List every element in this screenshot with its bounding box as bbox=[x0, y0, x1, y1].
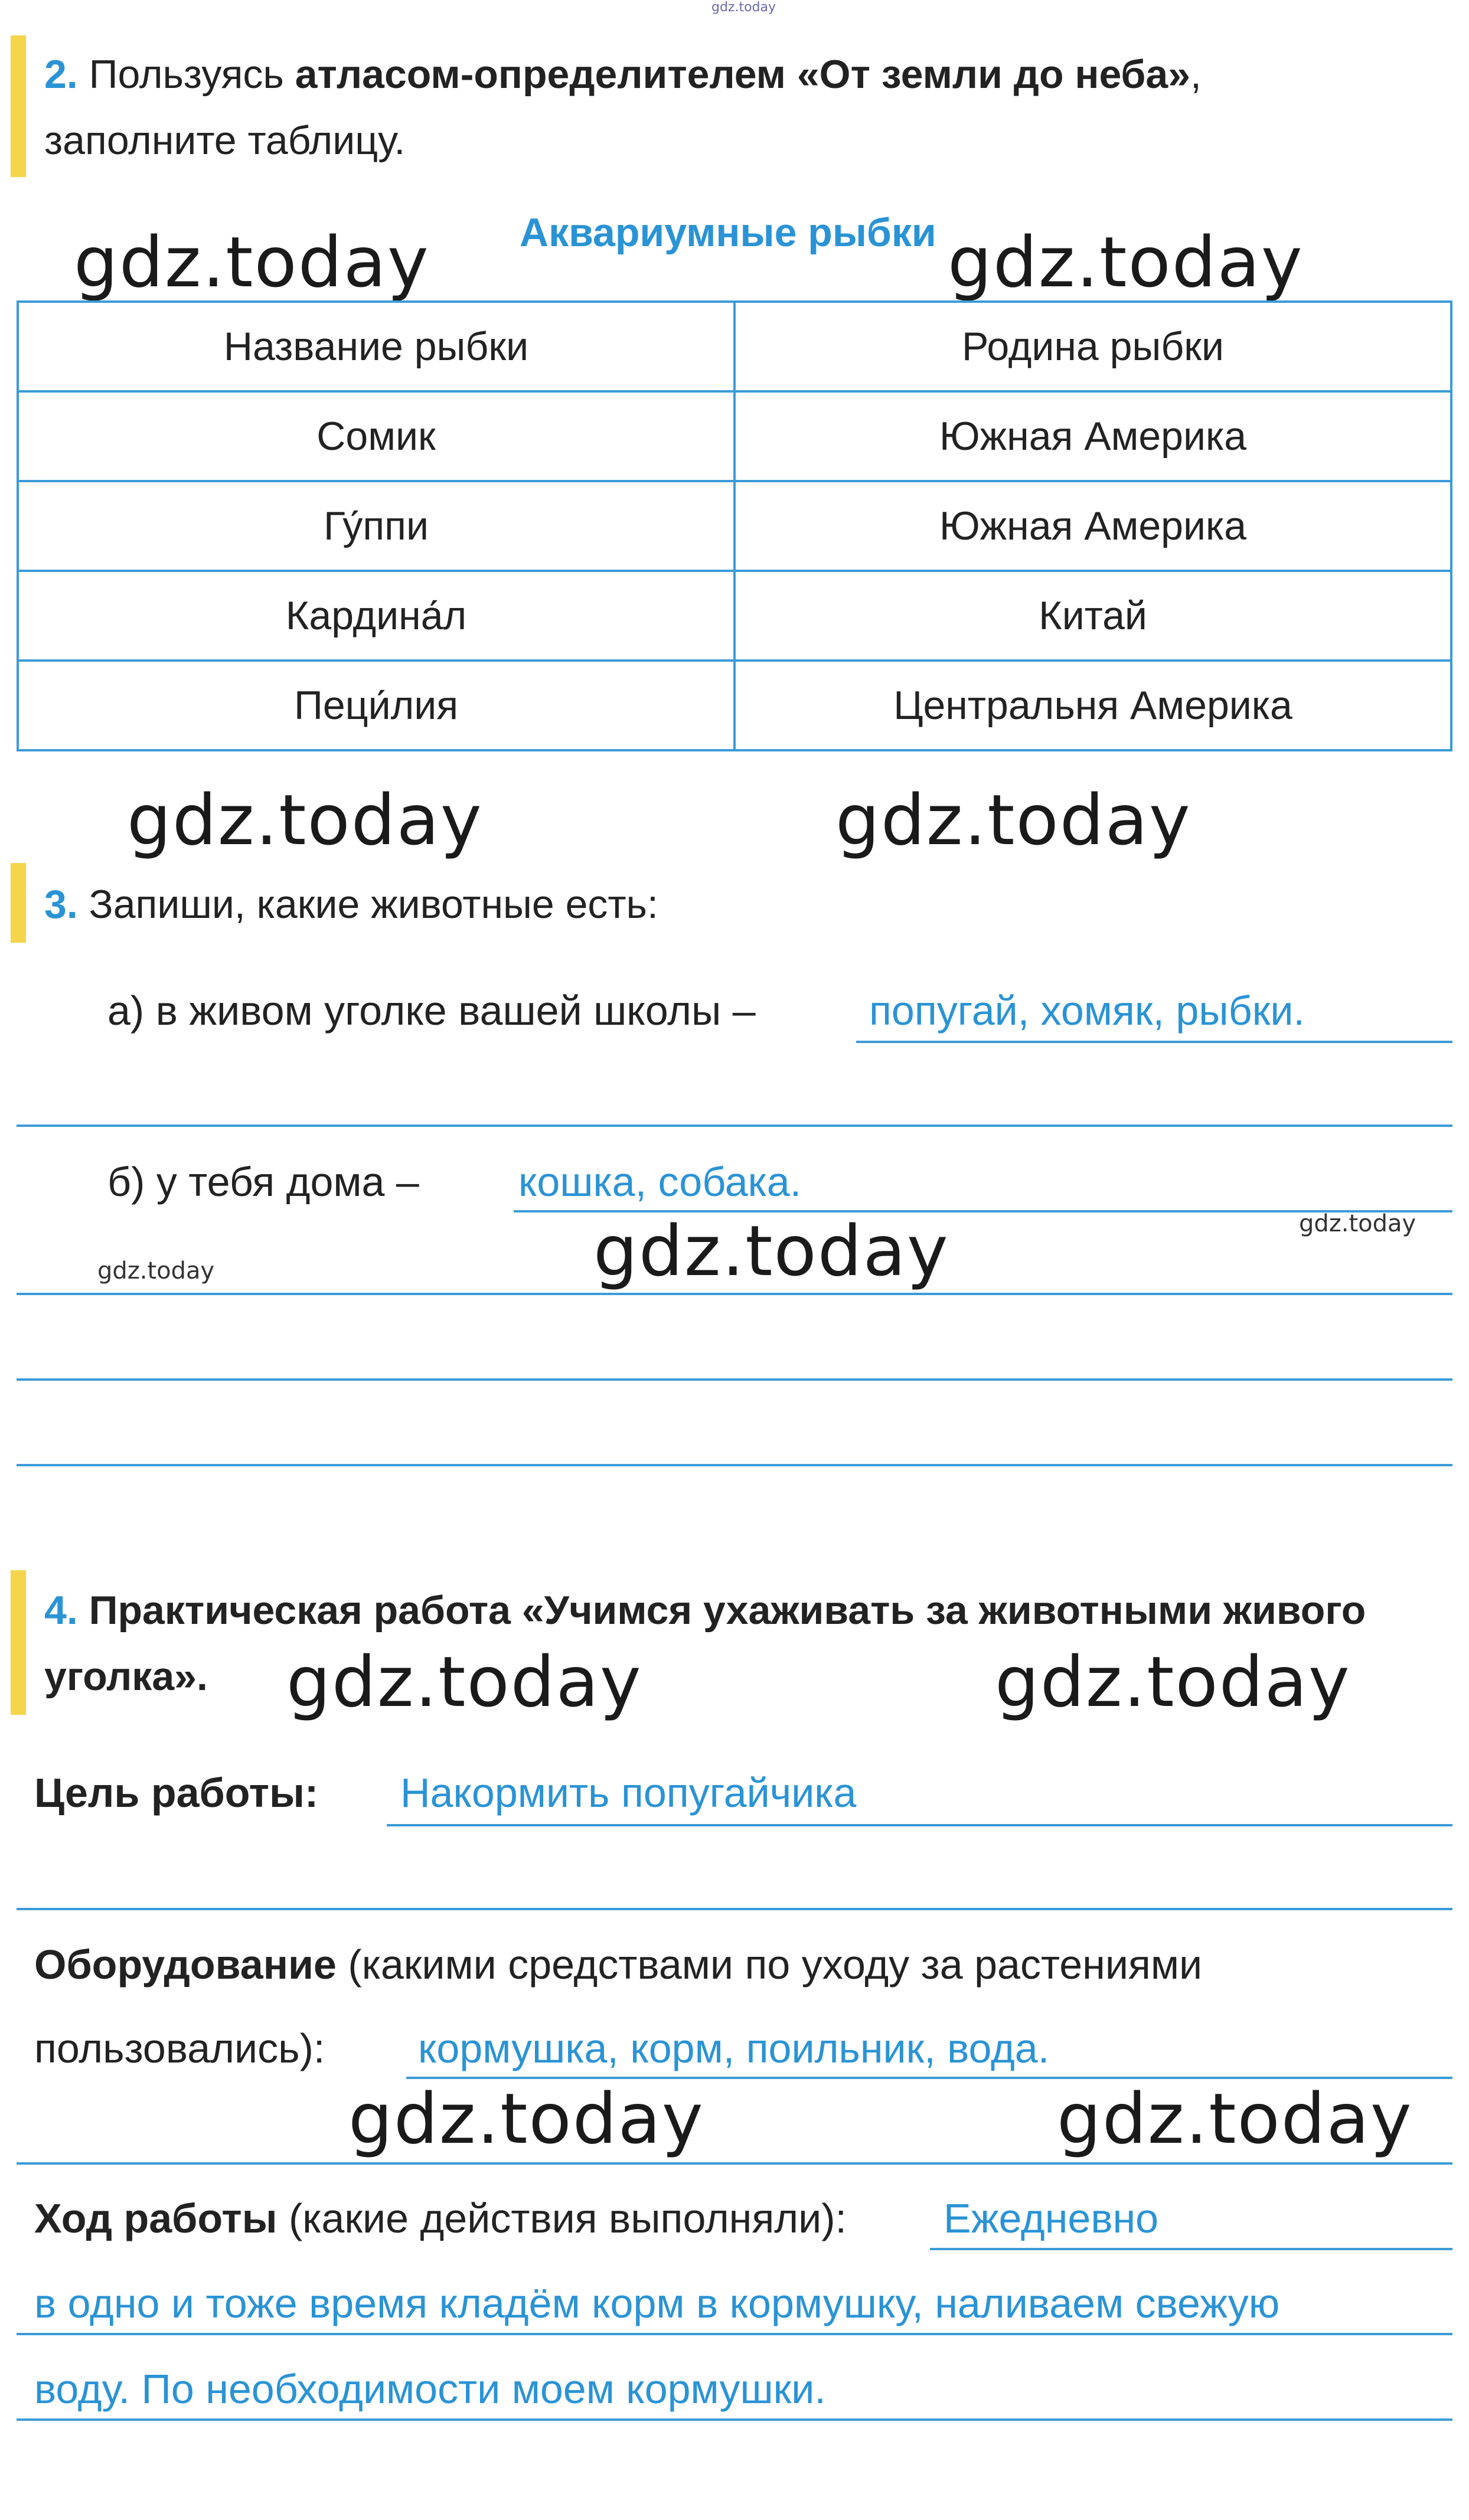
top-watermark: gdz.today bbox=[711, 0, 776, 15]
equipment-answer: кормушка, корм, поильник, вода. bbox=[418, 2025, 1050, 2071]
equipment-line bbox=[34, 1941, 1202, 1988]
table-row bbox=[18, 481, 1451, 571]
task3-marker bbox=[11, 863, 26, 943]
task3-text bbox=[44, 871, 658, 937]
task2-text bbox=[44, 41, 1450, 174]
fish-table bbox=[17, 300, 1452, 751]
task2-bold: атласом-определителем «От земли до неба» bbox=[295, 52, 1191, 97]
task2-tail: , bbox=[1190, 52, 1202, 97]
watermark: gdz.today bbox=[74, 221, 430, 303]
progress-answer-1: Ежедневно bbox=[944, 2195, 1159, 2241]
watermark: gdz.today bbox=[348, 2078, 704, 2159]
equipment-text: (какими средствами по уходу за растениями bbox=[336, 1942, 1203, 1988]
answer-line bbox=[17, 2162, 1452, 2165]
table-header-cell: Название рыбки bbox=[18, 302, 734, 391]
table-cell: Кардина́л bbox=[18, 571, 734, 661]
table-title: Аквариумные рыбки bbox=[520, 210, 936, 255]
table-cell: Южная Америка bbox=[734, 481, 1451, 571]
watermark-small: gdz.today bbox=[97, 1257, 215, 1284]
watermark: gdz.today bbox=[1057, 2078, 1413, 2159]
watermark: gdz.today bbox=[286, 1641, 642, 1723]
progress-answer-3: воду. По необходимости моем кормушки. bbox=[34, 2366, 826, 2412]
task2-marker bbox=[11, 35, 26, 177]
equipment-label: Оборудование bbox=[34, 1942, 337, 1988]
progress-answer-2: в одно и тоже время кладём корм в кормушку, наливаем свежую bbox=[34, 2280, 1280, 2326]
answer-line bbox=[17, 1378, 1452, 1381]
progress-line bbox=[34, 2195, 847, 2242]
task2-intro: Пользуясь bbox=[89, 52, 295, 97]
progress-text: (какие действия выполняли): bbox=[277, 2195, 847, 2241]
table-cell: Южная Америка bbox=[734, 391, 1451, 481]
task4-title-line2: уголка». bbox=[44, 1654, 208, 1699]
answer-line bbox=[856, 1041, 1452, 1043]
table-cell: Гу́ппи bbox=[18, 481, 734, 571]
answer-line bbox=[17, 1125, 1452, 1127]
table-header-cell: Родина рыбки bbox=[734, 302, 1451, 391]
answer-line bbox=[17, 2333, 1452, 2335]
task3-a-answer: попугай, хомяк, рыбки. bbox=[869, 988, 1305, 1034]
answer-line bbox=[17, 1293, 1452, 1295]
task4-title-line1: Практическая работа «Учимся ухаживать за животными живого bbox=[89, 1588, 1366, 1633]
table-row bbox=[18, 661, 1451, 750]
table-cell: Пеци́лия bbox=[18, 661, 734, 750]
answer-line bbox=[387, 1824, 1452, 1826]
table-cell: Центральня Америка bbox=[734, 661, 1451, 750]
task3-b-label: б) у тебя дома – bbox=[107, 1159, 419, 1205]
watermark: gdz.today bbox=[127, 779, 483, 861]
task2-number: 2. bbox=[44, 52, 78, 97]
table-cell: Китай bbox=[734, 571, 1451, 661]
answer-line bbox=[17, 1464, 1452, 1466]
table-row bbox=[18, 391, 1451, 481]
watermark: gdz.today bbox=[995, 1641, 1351, 1723]
answer-line bbox=[17, 1908, 1452, 1910]
watermark: gdz.today bbox=[835, 779, 1191, 861]
table-row bbox=[18, 571, 1451, 661]
table-cell: Сомик bbox=[18, 391, 734, 481]
watermark: gdz.today bbox=[948, 221, 1304, 303]
task4-marker bbox=[11, 1570, 26, 1715]
task3-b-answer: кошка, собака. bbox=[518, 1159, 802, 1205]
task3-intro: Запиши, какие животные есть: bbox=[89, 882, 658, 927]
progress-label: Ход работы bbox=[34, 2195, 278, 2241]
goal-answer: Накормить попугайчика bbox=[400, 1770, 857, 1816]
task3-number: 3. bbox=[44, 882, 78, 927]
watermark-small: gdz.today bbox=[1299, 1210, 1416, 1237]
answer-line bbox=[17, 2418, 1452, 2421]
table-header-row bbox=[18, 302, 1451, 391]
goal-label: Цель работы: bbox=[34, 1770, 319, 1816]
task4-number: 4. bbox=[44, 1588, 78, 1633]
equipment-text2: пользовались): bbox=[34, 2025, 325, 2071]
task2-line2: заполните таблицу. bbox=[44, 118, 406, 163]
task3-a-label: а) в живом уголке вашей школы – bbox=[107, 988, 756, 1034]
watermark: gdz.today bbox=[593, 1210, 949, 1292]
answer-line bbox=[930, 2248, 1452, 2250]
